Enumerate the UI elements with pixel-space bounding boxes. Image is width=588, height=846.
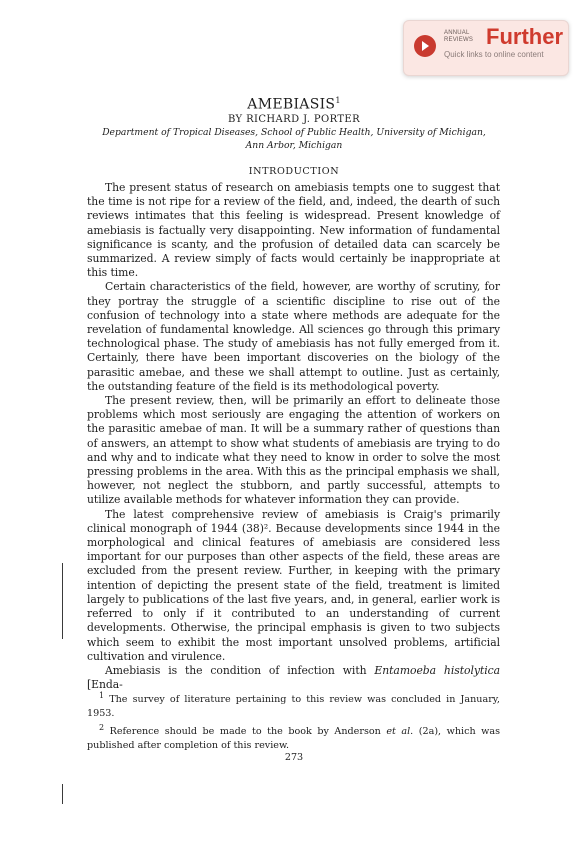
article-title-text: AMEBIASIS: [247, 96, 336, 113]
affiliation-line-1: Department of Tropical Diseases, School of Public Health, University of Michigan,: [102, 127, 486, 138]
footnote-2-text-start: Reference should be made to the book by Anderson: [109, 726, 381, 738]
species-name: Entamoeba histolytica: [374, 663, 500, 677]
footnote-1: [87, 689, 500, 721]
paragraph-3: The present review, then, will be primarily an effort to delineate those problems which most seriously are engaging the attention of workers on the parasitic amebae of man. It will be a summary rather of questions than of answers, an attempt to show what students of amebiasis are trying to do and why and to indicate what they need to know in order to solve the most pressing problems in the area. With this as the principal emphasis we shall, however, not neglect the stubborn, and partly successful, attempts to utilize available methods for whatever information they can provide.: [87, 394, 500, 507]
article-title: [0, 93, 588, 113]
paragraph-2: Certain characteristics of the field, however, are worthy of scrutiny, for they portray the struggle of a scientific discipline to rise out of the confusion of technology into a state where methods are adequate for the revelation of fundamental knowledge. All sciences go through this primary technological phase. The study of amebiasis has not fully emerged from it. Certainly, there have been important discoveries on the biology of the parasitic amebae, and these we shall attempt to outline. Just as certainly, the outstanding feature of the field is its methodological poverty.: [87, 280, 500, 393]
author-line: BY RICHARD J. PORTER: [227, 114, 361, 125]
paragraph-5-end: [Enda-: [87, 678, 123, 692]
affiliation: [60, 126, 528, 152]
section-heading: INTRODUCTION: [248, 166, 340, 177]
margin-mark-lower: [62, 784, 63, 804]
further-arrow-icon: [414, 35, 436, 57]
footnote-2-italic: et al.: [386, 726, 414, 738]
footnote-2-text-end: (2a), which was published after completion of this review.: [87, 726, 500, 752]
title-footnote-mark[interactable]: 1: [335, 96, 341, 105]
affiliation-line-2: Ann Arbor, Michigan: [245, 140, 343, 151]
footnote-1-text: The survey of literature pertaining to this review was concluded in January, 1953.: [87, 694, 500, 720]
footnote-2-mark: 2: [99, 723, 105, 733]
further-label: Further: [486, 24, 563, 49]
further-tagline: Quick links to online content: [444, 50, 544, 59]
margin-mark-upper: [62, 563, 63, 639]
badge-brand-line2: REVIEWS: [444, 37, 474, 43]
badge-brand-line1: ANNUAL: [444, 30, 470, 36]
footnotes: [87, 689, 500, 753]
footnote-1-mark: 1: [99, 691, 105, 700]
further-badge[interactable]: [403, 20, 569, 76]
footnote-2: [87, 721, 500, 753]
article-body: [87, 181, 500, 692]
page-number: 273: [284, 752, 304, 763]
paragraph-1: The present status of research on amebiasis tempts one to suggest that the time is not ripe for a review of the field, and, indeed, the dearth of such reviews intimates that this feeling is widespread. Present knowledge of amebiasis is factually very disappointing. New information of fundamental significance is scanty, and the profusion of detailed data can scarcely be summarized. A review simply of facts would certainly be inappropriate at this time.: [87, 181, 500, 280]
badge-brand: [444, 30, 484, 44]
paragraph-5-start: Amebiasis is the condition of infection with: [105, 663, 367, 677]
paragraph-4: The latest comprehensive review of amebiasis is Craig's primarily clinical monograph of 1944 (38)². Because developments since 1944 in the morphological and clinical features of amebiasis are considered less important for our purposes than other aspects of the field, these areas are excluded from the present review. Further, in keeping with the primary intention of depicting the present state of the field, treatment is limited largely to publications of the last five years, and, in general, earlier work is referred to only if it contributed to an understanding of current developments. Otherwise, the principal emphasis is given to two subjects which seem to exhibit the most important unsolved problems, artificial cultivation and virulence.: [87, 507, 500, 663]
